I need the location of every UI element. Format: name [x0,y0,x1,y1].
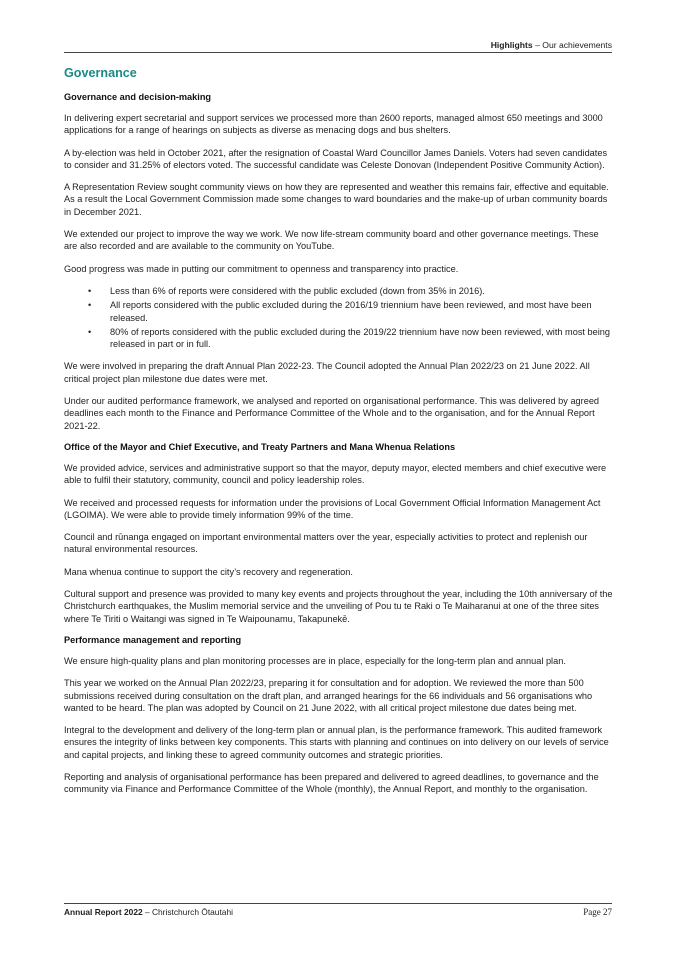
paragraph: A Representation Review sought community views on how they are represented and weather this remains fair, effective and equitable. As a result the Local Government Commission made some changes to ward boundaries and the make-up of urban community boards in December 2021. [64,182,609,217]
page-number: Page 27 [583,907,612,917]
bullet-item: • Less than 6% of reports were considered with the public excluded (down from 35% in 2016). [88,285,613,297]
footer-report-title: Annual Report 2022 [64,907,143,917]
section-heading: Governance and decision-making [64,92,212,102]
paragraph: Integral to the development and delivery of the long-term plan or annual plan, is the performance framework. This audited framework ensures the integrity of links between key components. This starts with planning and continues on into delivery on our levels of service and capital projects, and linking these to agreed community outcomes and strategic priorities. [64,725,609,760]
paragraph: A by-election was held in October 2021, after the resignation of Coastal Ward Councillor James Daniels. Voters had seven candidates to consider and 31.25% of electors voted. The successful candidate was Celeste Donovan (Independent Positive Community Action). [64,147,608,170]
section-heading: Performance management and reporting [64,634,242,645]
paragraph: Cultural support and presence was provided to many key events and projects throughout the year, including the 10th anniversary of the Christchurch earthquakes, the Muslim memorial service and the unveiling of Pou tu te Raki o Te Maiharanui at one of the three sites where Te Tiriti o Waitangi was signed in Te Waipounamu, Takapunekē. [64,589,613,624]
paragraph: We were involved in preparing the draft Annual Plan 2022-23. The Council adopted the Annual Plan 2022/23 on 21 June 2022. All critical project plan milestone due dates were met. [64,361,590,384]
page-footer [64,903,612,917]
bullet-list [64,285,613,350]
paragraph: Mana whenua continue to support the city’s recovery and regeneration. [64,566,353,577]
paragraph: Good progress was made in putting our commitment to openness and transparency into practice. [64,263,459,274]
header-subtitle: – Our achievements [532,40,612,50]
paragraph: In delivering expert secretarial and support services we processed more than 2600 reports, managed almost 650 meetings and 3000 applications for a range of hearings on subjects as diverse as menacing dogs and bus shelters. [64,113,603,136]
page-header [64,40,612,53]
bullet-item: • 80% of reports considered with the public excluded during the 2019/22 triennium have now been reviewed, with most being released in part or in full. [88,326,613,351]
paragraph: Reporting and analysis of organisational performance has been prepared and delivered to agreed deadlines, to governance and the community via Finance and Performance Committee of the Whole (monthly), the Annual Report, and monthly to the organisation. [64,771,599,795]
header-section: Highlights [490,40,533,50]
paragraph: We provided advice, services and administrative support so that the mayor, deputy mayor, elected members and chief executive were able to fulfil their statutory, community, council and policy leadership roles. [64,462,607,486]
paragraph: Under our audited performance framework, we analysed and reported on organisational performance. This was delivered by agreed deadlines each month to the Finance and Performance Committee of the Whole and to the organisation, and for the Annual Report 2021-22. [64,396,600,431]
bullet-item: • All reports considered with the public excluded during the 2016/19 triennium have been reviewed, and most have been released. [88,299,613,324]
footer-report [64,907,233,917]
paragraph: We extended our project to improve the way we work. We now life-stream community board and other governance meetings. These are also recorded and are available to the community on YouTube. [64,229,599,252]
page-title: Governance [64,66,137,80]
paragraph: Council and rūnanga engaged on important environmental matters over the year, especially activities to protect and replenish our natural environmental resources. [64,532,588,555]
paragraph: We ensure high-quality plans and plan monitoring processes are in place, especially for the long-term plan and annual plan. [64,655,566,666]
section-heading: Office of the Mayor and Chief Executive, and Treaty Partners and Mana Whenua Relations [64,441,456,452]
footer-place: – Christchurch Ōtautahi [142,907,233,917]
paragraph: This year we worked on the Annual Plan 2022/23, preparing it for consultation and for adoption. We reviewed the more than 500 submissions received during consultation on the draft plan, and arranged hearings for the 66 individuals and 56 organisations who wanted to be heard. The plan was adopted by Council on 21 June 2022, with all critical project milestone due dates being met. [64,678,593,713]
main-content [64,66,613,806]
paragraph: We received and processed requests for information under the provisions of Local Government Official Information Management Act (LGOIMA). We were able to provide timely information 99% of the time. [64,497,601,520]
